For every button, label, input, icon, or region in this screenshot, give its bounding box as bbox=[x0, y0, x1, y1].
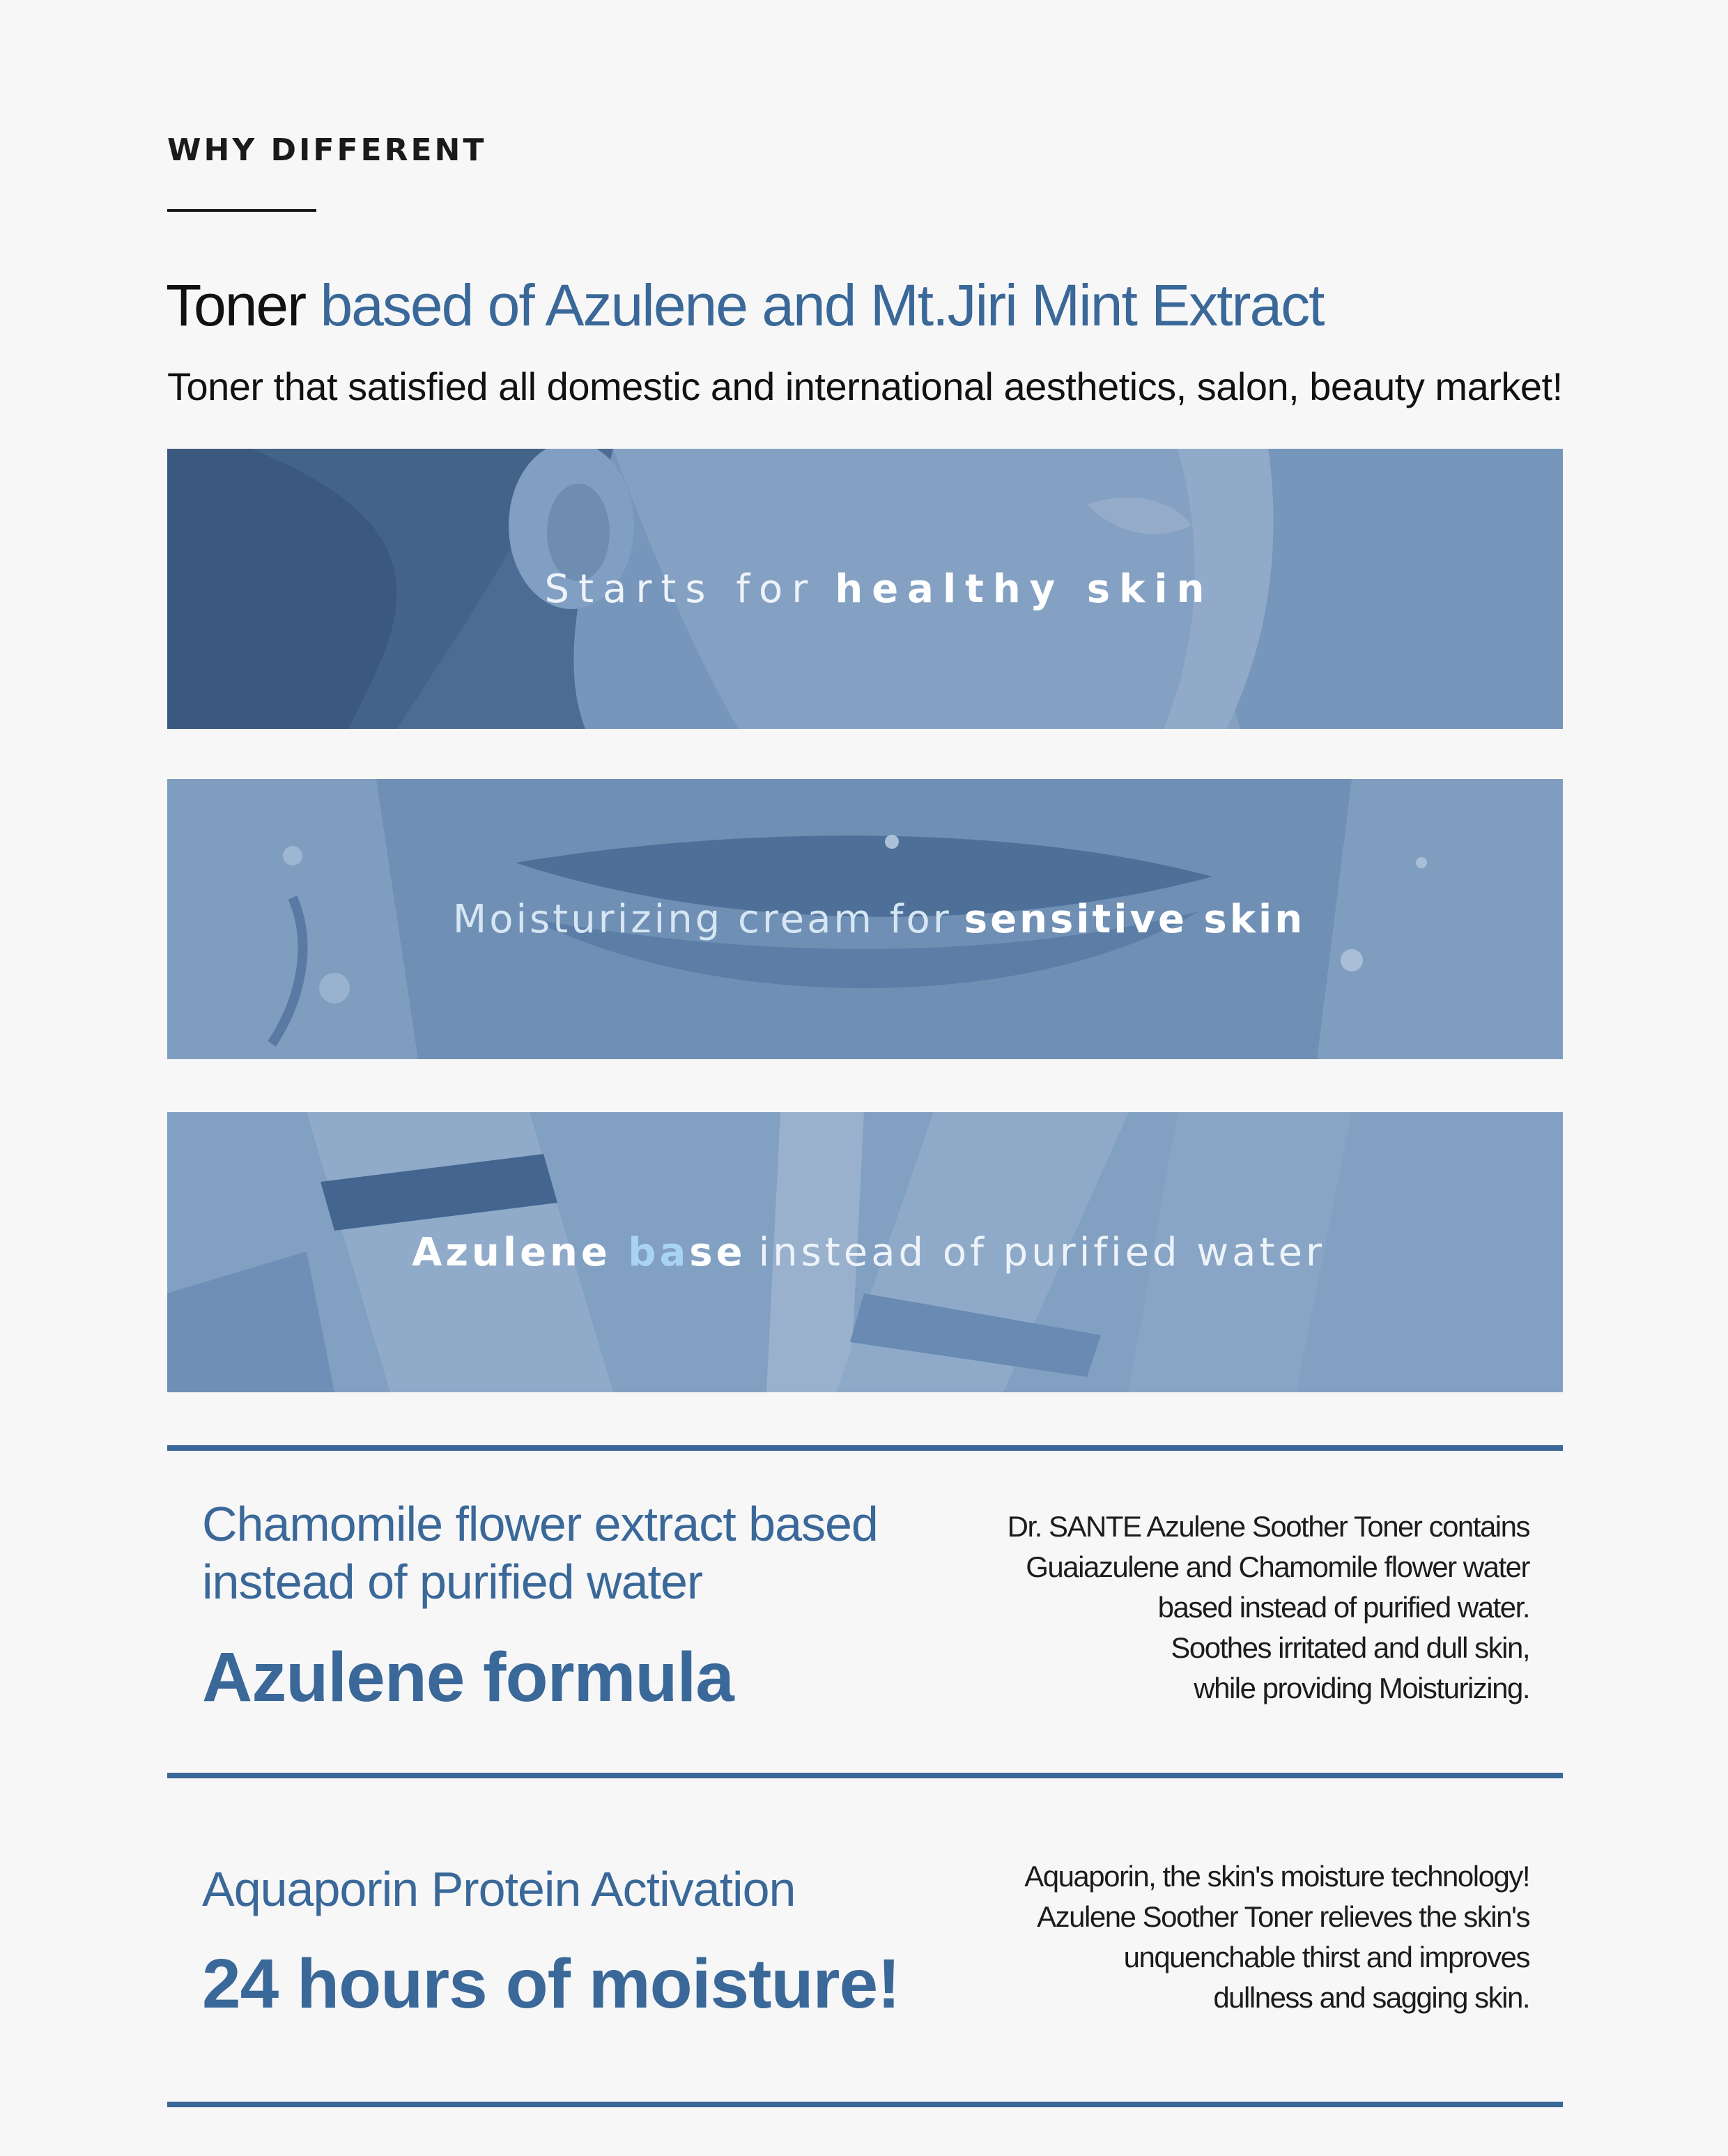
section-divider bbox=[167, 1773, 1563, 1778]
desc-line: dullness and sagging skin. bbox=[1213, 1981, 1529, 2014]
caption-highlight: ba bbox=[628, 1229, 690, 1275]
feature-heading: 24 hours of moisture! bbox=[202, 1945, 900, 2023]
section-eyebrow: WHY DIFFERENT bbox=[167, 132, 487, 168]
headline bbox=[166, 273, 1324, 337]
desc-line: Guaiazulene and Chamomile flower water bbox=[1026, 1550, 1529, 1583]
desc-line: while providing Moisturizing. bbox=[1194, 1672, 1529, 1704]
section-divider bbox=[167, 2102, 1563, 2107]
banner-caption bbox=[167, 449, 1563, 729]
desc-line: unquenchable thirst and improves bbox=[1123, 1941, 1529, 1973]
subheadline: Toner that satisfied all domestic and international aesthetics, salon, beauty market! bbox=[167, 364, 1563, 408]
feature-heading: Azulene formula bbox=[202, 1638, 734, 1716]
caption-bold: sensitive skin bbox=[964, 896, 1306, 942]
feature-title-line: Chamomile flower extract based bbox=[202, 1497, 878, 1551]
eyebrow-divider bbox=[167, 209, 316, 212]
caption-light: Moisturizing cream for bbox=[452, 896, 952, 942]
section-divider bbox=[167, 1445, 1563, 1451]
feature-title bbox=[202, 1495, 969, 1610]
banner-sensitive-skin bbox=[167, 779, 1563, 1059]
desc-line: Azulene Soother Toner relieves the skin's bbox=[1037, 1900, 1529, 1933]
desc-line: Aquaporin, the skin's moisture technology! bbox=[1024, 1860, 1529, 1893]
headline-dark: Toner bbox=[166, 272, 306, 338]
headline-blue: based of Azulene and Mt.Jiri Mint Extract bbox=[320, 272, 1324, 338]
feature-title-line: instead of purified water bbox=[202, 1554, 703, 1609]
desc-line: Dr. SANTE Azulene Soother Toner contains bbox=[1007, 1510, 1529, 1543]
caption-bold bbox=[412, 1230, 746, 1275]
banner-healthy-skin bbox=[167, 449, 1563, 729]
caption-bold-part: Azulene bbox=[412, 1229, 628, 1275]
caption-bold: healthy skin bbox=[835, 566, 1214, 612]
banner-caption bbox=[167, 779, 1563, 1059]
banner-caption bbox=[167, 1112, 1563, 1392]
desc-line: Soothes irritated and dull skin, bbox=[1171, 1631, 1529, 1664]
desc-line: based instead of purified water. bbox=[1157, 1591, 1529, 1624]
banner-azulene-base bbox=[167, 1112, 1563, 1392]
caption-light: instead of purified water bbox=[758, 1229, 1325, 1275]
feature-description bbox=[902, 1856, 1529, 2018]
feature-description bbox=[902, 1507, 1529, 1709]
caption-light: Starts for bbox=[544, 566, 817, 612]
caption-bold-part: se bbox=[689, 1229, 746, 1275]
feature-title: Aquaporin Protein Activation bbox=[202, 1862, 796, 1916]
